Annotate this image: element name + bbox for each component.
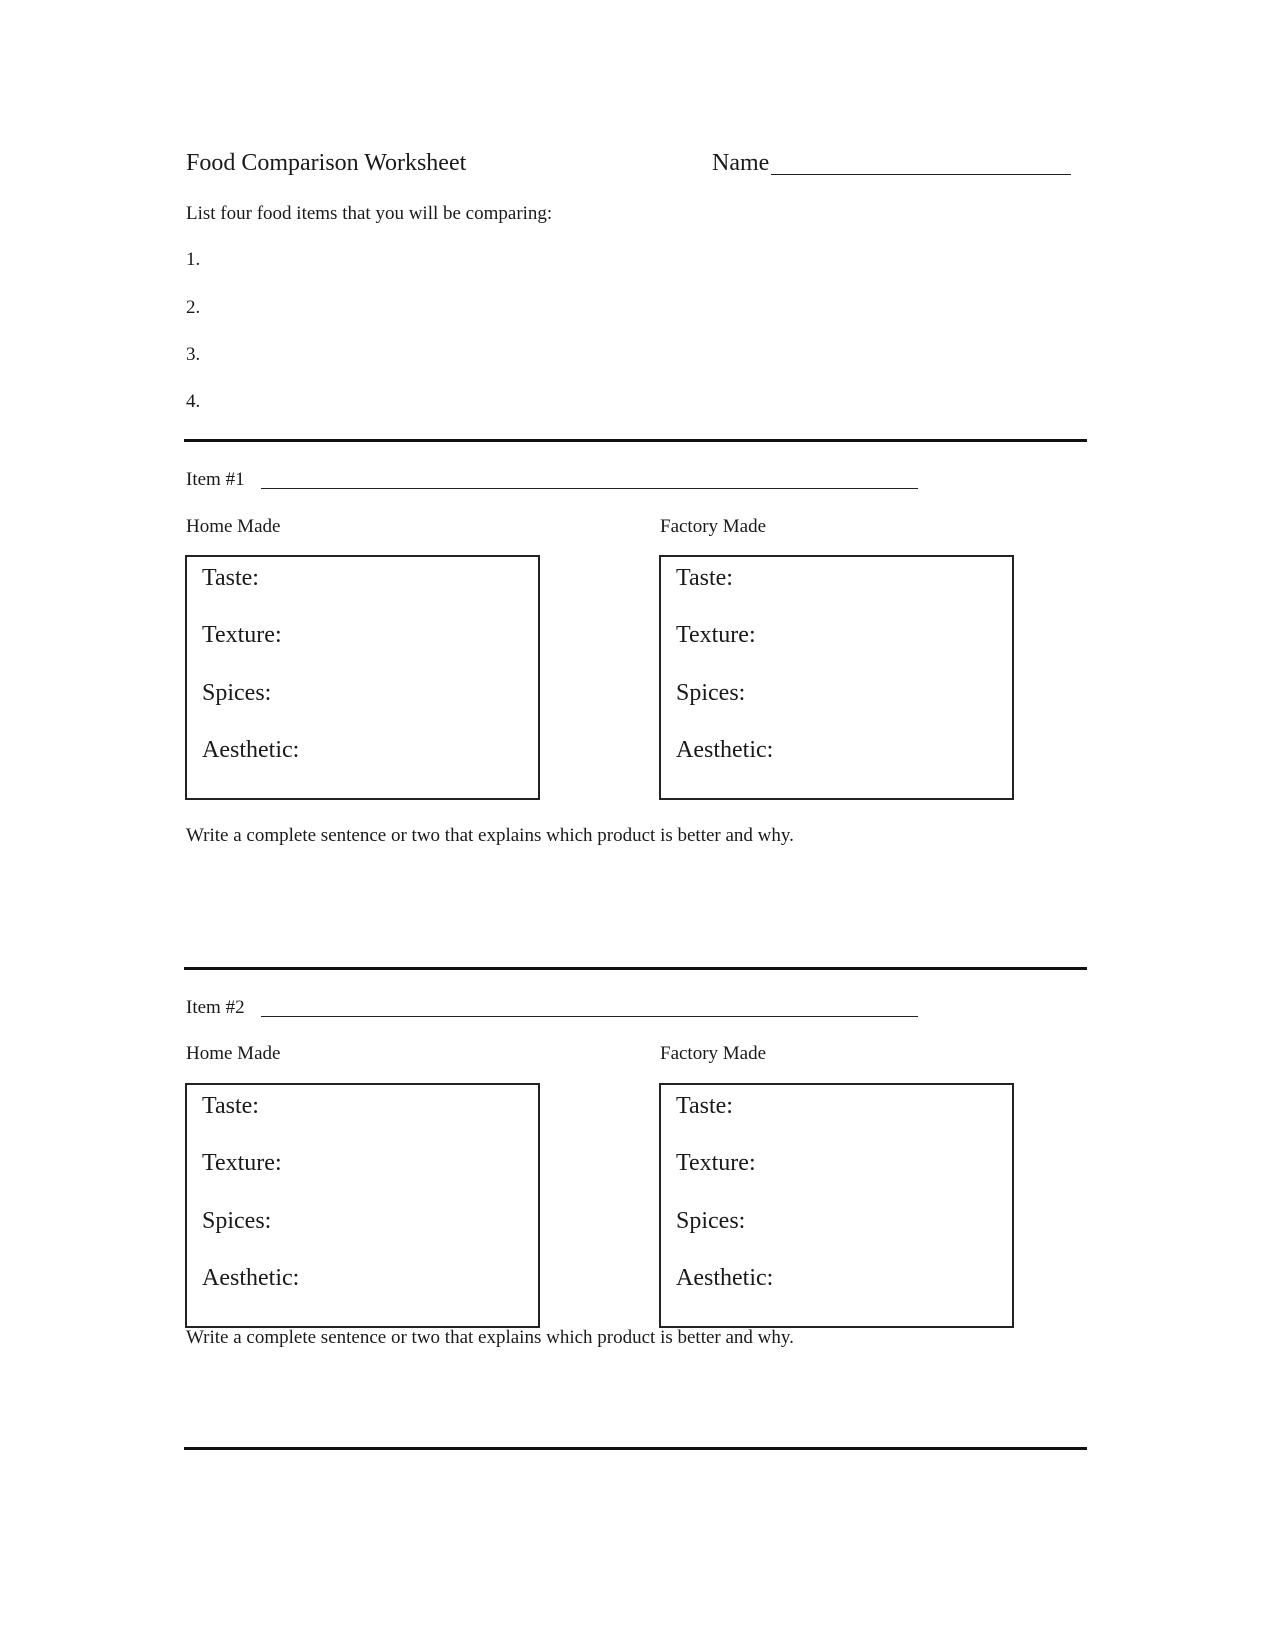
spices-label: Spices: [676,680,746,706]
taste-label: Taste: [202,1093,259,1119]
texture-label: Texture: [202,1150,282,1176]
explanation-prompt: Write a complete sentence or two that explains which product is better and why. [186,1327,794,1348]
list-instruction: List four food items that you will be comparing: [186,203,553,224]
spices-label: Spices: [202,680,272,706]
aesthetic-label: Aesthetic: [676,1265,774,1291]
item-2-blank-line[interactable] [261,1016,918,1017]
aesthetic-label: Aesthetic: [202,737,300,763]
aesthetic-label: Aesthetic: [202,1265,300,1291]
explanation-prompt: Write a complete sentence or two that explains which product is better and why. [186,825,794,846]
taste-label: Taste: [676,1093,733,1119]
home-made-heading: Home Made [186,516,281,537]
list-number-3: 3. [186,344,201,365]
spices-label: Spices: [202,1208,272,1234]
factory-made-heading: Factory Made [660,1043,767,1064]
section-divider [184,1447,1087,1450]
list-number-4: 4. [186,391,201,412]
list-number-2: 2. [186,297,201,318]
item-1-blank-line[interactable] [261,488,918,489]
item-2-label: Item #2 [186,997,245,1018]
section-divider [184,439,1087,442]
aesthetic-label: Aesthetic: [676,737,774,763]
texture-label: Texture: [676,622,756,648]
name-blank-line[interactable] [771,174,1071,175]
factory-made-box[interactable] [659,1083,1014,1328]
worksheet-title: Food Comparison Worksheet [186,150,467,176]
name-label: Name [712,150,770,176]
taste-label: Taste: [676,565,733,591]
taste-label: Taste: [202,565,259,591]
factory-made-box[interactable] [659,555,1014,800]
texture-label: Texture: [676,1150,756,1176]
texture-label: Texture: [202,622,282,648]
factory-made-heading: Factory Made [660,516,767,537]
section-divider [184,967,1087,970]
item-1-label: Item #1 [186,469,245,490]
spices-label: Spices: [676,1208,746,1234]
home-made-heading: Home Made [186,1043,281,1064]
home-made-box[interactable] [185,555,540,800]
list-number-1: 1. [186,249,201,270]
home-made-box[interactable] [185,1083,540,1328]
